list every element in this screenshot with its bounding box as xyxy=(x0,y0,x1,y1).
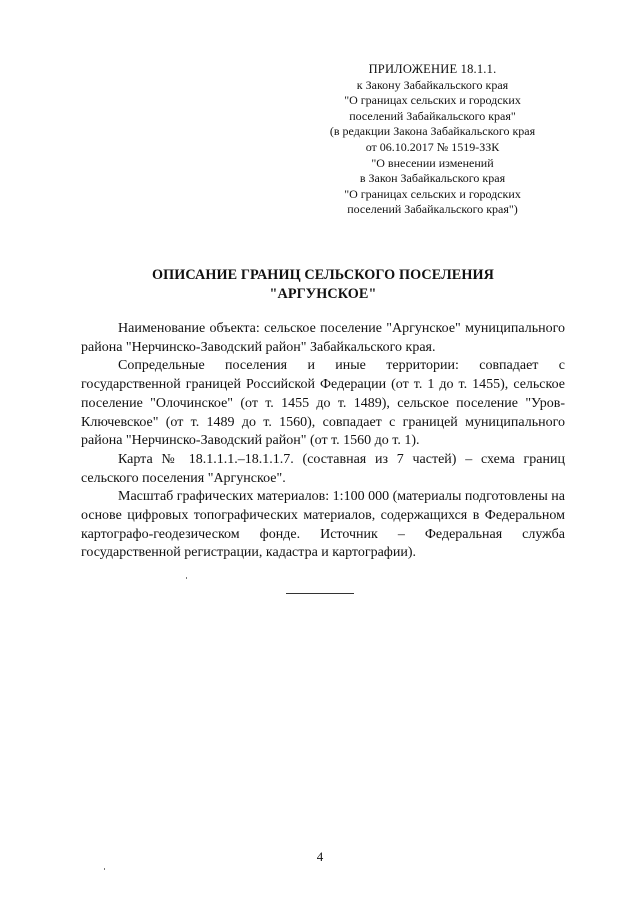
appendix-line: ПРИЛОЖЕНИЕ 18.1.1. xyxy=(368,62,497,76)
document-body xyxy=(81,320,565,563)
paragraph-adjacent-territories: Сопредельные поселения и иные территории: совпадает с государственной границей Российской Федерации (от т. 1 до т. 1455), сельское поселение "Олочинское" (от т. 1455 до т. 1489), сельское поселение "Уров-Ключевское" (от т. 1489 до т. 1560), совпадает с границей муниципального района "Нерчинско-Заводский район" (от т. 1560 до т. 1). xyxy=(81,358,565,449)
appendix-line: (в редакции Закона Забайкальского края xyxy=(329,124,536,139)
appendix-line: "О внесении изменений xyxy=(371,155,494,170)
appendix-line: поселений Забайкальского края") xyxy=(347,202,518,217)
appendix-line: в Закон Забайкальского края xyxy=(359,171,506,186)
title-line: ОПИСАНИЕ ГРАНИЦ СЕЛЬСКОГО ПОСЕЛЕНИЯ xyxy=(152,267,494,283)
appendix-line: "О границах сельских и городских xyxy=(344,186,521,201)
paragraph-object-name: Наименование объекта: сельское поселение "Аргунское" муниципального района "Нерчинско-Заводский район" Забайкальского края. xyxy=(81,321,565,355)
page-number: 4 xyxy=(316,849,324,864)
appendix-header xyxy=(300,62,565,218)
appendix-line: к Закону Забайкальского края xyxy=(356,77,509,92)
scan-speck xyxy=(104,868,105,870)
section-separator xyxy=(286,593,354,594)
appendix-line: поселений Забайкальского края" xyxy=(349,108,516,123)
appendix-line: от 06.10.2017 № 1519-ЗЗК xyxy=(365,139,500,154)
document-title xyxy=(100,266,546,304)
paragraph-map-reference: Карта № 18.1.1.1.–18.1.1.7. (составная из 7 частей) – схема границ сельского поселения "Аргунское". xyxy=(81,451,565,486)
paragraph-scale: Масштаб графических материалов: 1:100 000 (материалы подготовлены на основе цифровых топографических материалов, содержащихся в Федеральном картографо-геодезическом фонде. Источник – Федеральная служба государственной регистрации, кадастра и картографии). xyxy=(81,489,565,561)
title-line: "АРГУНСКОЕ" xyxy=(269,286,377,302)
scan-speck xyxy=(186,577,187,579)
appendix-line: "О границах сельских и городских xyxy=(344,93,521,108)
